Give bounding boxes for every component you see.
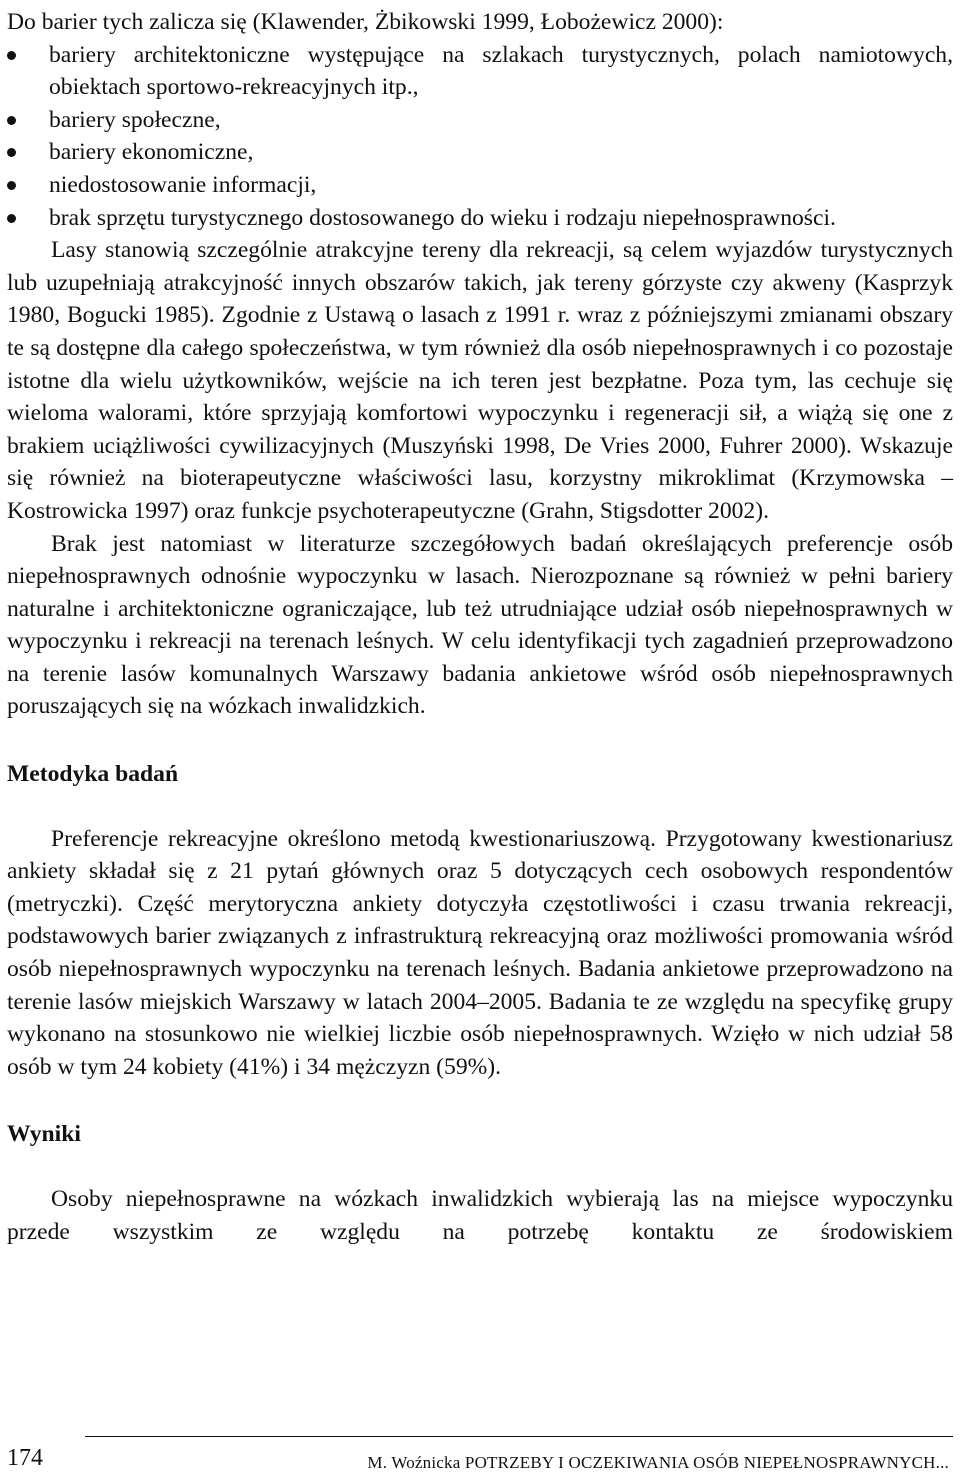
list-item (7, 169, 953, 202)
running-head: M. Woźnicka POTRZEBY I OCZEKIWANIA OSÓB NIEPEŁNOSPRAWNYCH... (367, 1453, 949, 1472)
list-item-text: niedostosowanie informacji, (49, 171, 317, 198)
list-item (7, 202, 953, 235)
section-heading-methods: Metodyka badań (7, 761, 179, 788)
list-item (7, 39, 953, 104)
list-item (7, 104, 953, 137)
list-item-text: bariery społeczne, (49, 106, 221, 133)
paragraph-forests: Lasy stanowią szczególnie atrakcyjne tereny dla rekreacji, są celem wyjazdów turystycznych lub uzupełniają atrakcyjność innych obszarów takich, jak tereny górzyste czy akweny (Kasprzyk 1980, Bogucki 1985). Zgodnie z Ustawą o lasach z 1991 r. wraz z późniejszymi zmianami obszary te są dostępne dla całego społeczeństwa, w tym również dla osób niepełnosprawnych i co pozostaje istotne dla wielu użytkowników, wejście na ich teren jest bezpłatne. Poza tym, las cechuje się wieloma walorami, które sprzyjają komfortowi wypoczynku i regeneracji sił, a wiążą się one z brakiem uciążliwości cywilizacyjnych (Muszyński 1998, De Vries 2000, Fuhrer 2000). Wskazuje się również na bioterapeutyczne właściwości lasu, korzystny mikroklimat (Krzymowska – Kostrowicka 1997) oraz funkcje psychoterapeutyczne (Grahn, Stigsdotter 2002). (7, 237, 953, 524)
list-item-text: bariery ekonomiczne, (49, 139, 254, 166)
paragraph-results: Osoby niepełnosprawne na wózkach inwalidzkich wybierają las na miejsce wypoczynku przede wszystkim ze względu na potrzebę kontaktu ze środowiskiem (7, 1186, 953, 1245)
bullet-icon (7, 181, 16, 190)
footer-divider (85, 1436, 953, 1437)
page-footer (7, 1436, 953, 1472)
bullet-icon (7, 51, 16, 60)
page-body (7, 6, 953, 1248)
intro-line: Do barier tych zalicza się (Klawender, Żbikowski 1999, Łobożewicz 2000): (7, 9, 724, 35)
bullet-icon (7, 148, 16, 157)
list-item-text: brak sprzętu turystycznego dostosowanego do wieku i rodzaju niepełnosprawności. (49, 204, 836, 231)
section-heading-results: Wyniki (7, 1121, 81, 1148)
paragraph-research-gap: Brak jest natomiast w literaturze szczegółowych badań określających preferencje osób niepełnosprawnych odnośnie wypoczynku w lasach. Nierozpoznane są również w pełni bariery naturalne i architektoniczne ograniczające, lub też utrudniające udział osób niepełnosprawnych w wypoczynku i rekreacji na terenach leśnych. W celu identyfikacji tych zagadnień przeprowadzono na terenie lasów komunalnych Warszawy badania ankietowe wśród osób niepełnosprawnych poruszających się na wózkach inwalidzkich. (7, 530, 953, 720)
bullet-icon (7, 214, 16, 223)
paragraph-methods: Preferencje rekreacyjne określono metodą kwestionariuszową. Przygotowany kwestionariusz ankiety składał się z 21 pytań głównych oraz 5 dotyczących cech osobowych respondentów (metryczki). Część merytoryczna ankiety dotyczyła częstotliwości i czasu trwania rekreacji, podstawowych barier związanych z infrastrukturą rekreacyjną oraz możliwości promowania wśród osób niepełnosprawnych wypoczynku na terenach leśnych. Badania ankietowe przeprowadzono na terenie lasów miejskich Warszawy w latach 2004–2005. Badania te ze względu na specyfikę grupy wykonano na stosunkowo nie wielkiej liczbie osób niepełnosprawnych. Wzięło w nich udział 58 osób w tym 24 kobiety (41%) i 34 mężczyzn (59%). (7, 825, 953, 1080)
list-item (7, 136, 953, 169)
bullet-icon (7, 116, 16, 125)
barrier-list (7, 39, 953, 235)
list-item-text: bariery architektoniczne występujące na szlakach turystycznych, polach namiotowych, obiektach sportowo-rekreacyjnych itp., (49, 41, 953, 101)
page-number: 174 (7, 1445, 43, 1471)
